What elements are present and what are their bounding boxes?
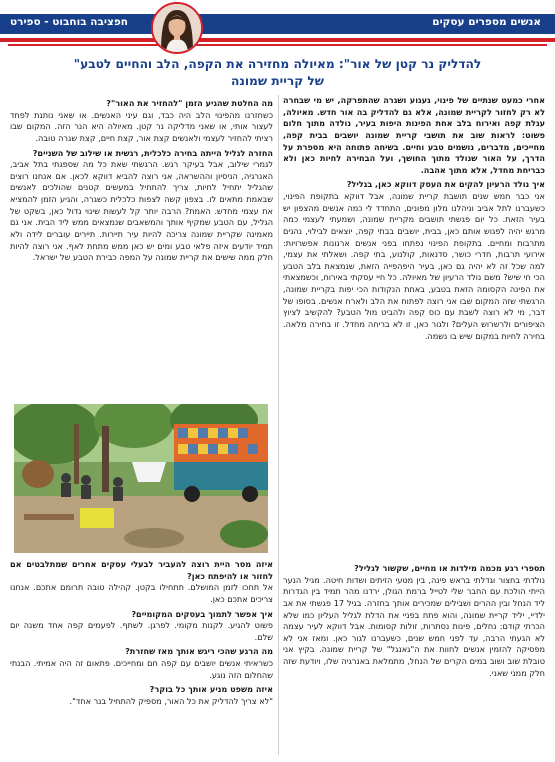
left-column bbox=[10, 95, 273, 264]
question-light: מה החלטת שהגיע הזמן "להחזיר את האור"? bbox=[106, 98, 273, 108]
title-line-1: להדליק נר קטן של אור": מאיולה מחזירה את הקפה, הלב והחיים לטבע" bbox=[73, 57, 482, 71]
answer-choice: לגמרי שילוב, אבל בעיקר רגש. הרגשתי שאת כל מה שספגתי בתל אביב, האנרגיה, הניסיון וההשראה, אני רוצה להביא דווקא לכאן. אם אנחנו רוצים שהגליל יתחיל לחיות, צריך להתחיל במעשים קטנים שהולכים לאנשים שבאמת מתאים לו. בצפון קשה לצפות כלכלית כשגרה, והגיע הזמן להמציא את עצמי מחדש. האמת? הרבה יותר קל לעשות שינוי גדול כאן, בשקט של הגליל, עם הטבע שמקיף אותך והמשאבים שנמצאים ממש ליד הבית. אני גם מאמינה שקריית שמונה צריכה להיות עיר תיירות. תיירים עוברים לידה ולא תמיד יודעים איזה פלאי טבע ומים יש כאן ממש מתחת לאף. אני רוצה להיות חלק ממה שישים את קריית שמונה על המפה כבירת הטבע של ישראל. bbox=[10, 159, 273, 263]
answer-1: אני כבר חמש שנים תושבת קריית שמונה, אבל דווקא בתקופת הפינוי, כשעברנו לתל אביב וניהלנו מלון מפונים, התחדד לי כמה אנשים מהצפון יש בעיר הזאת. כל יום פגשתי תושבים מקריית שמונה, ושמעתי לעצמי כמה מרגש יהיה לפגוש אותם כאן, בבית, יושבים בבתי קפה, יוצאים לבילוי, נהנים מתרבות ומחיים. בתקופת הפינוי נפתחו בפני אנשים ארנונות אפשרויות: אירועי תרבות, חדרי כושר, סדנאות, קולנוע, בתי קפה. ושאלתי את עצמי, למה שכל זה לא יהיה גם כאן, בעיר היפהפייה הזאת, שנמצאת בלב הטבע הכי חי שיש? משם נולד הרעיון של מאיולה. כל חיי עסקתי באירוח, וכשמצאתי את הפינה הקסומה הזאת בטבע, באחת הנקודות הכי יפות בקריית שמונה, הרגשתי שזה המקום שבו אני רוצה לפתוח את הלב ולארח אנשים. בסופו של דבר, מי לא רוצה לשבת עם כוס קפה ולהביט מול הטבע? להקשיב לציוץ הציפורים ולרשרוש העלים? ולגור כאן, זו לא בריחה מחדל. זו בחירה מלאה. בחירה לחיות במקום שיש בו נשמה. bbox=[283, 191, 545, 341]
answer-2: נולדתי בחצור וגדלתי בראש פינה, בין מטעי הזיתים ושדות חיטה. מגיל הנער הייתי הולכת עם החבר שלי לטייל ברמת הגולן, ירדנו מהר תמיד בין הגדרות ליד הנחל ובין ההרים ושבילים שמכירים אותך בחזרה. בגיל 17 פגשתי את אב ילדיי, יליד קריית שמונה, והוא פתח בפניי את הדלת לגליל העליון כמו שלא הכרתי קודם: נחלים, פינות נסתרות, זולות קסומות. אבל דווקא לעיר עצמה לא הגעתי הרבה, עד לפני חמש שנים, כשעברנו לגור כאן. ומאז אני לא מפסיקה להזמין אנשים לחוות את ה"גאנגל" של קריית שמונה. בקיץ אני טובלת שוב ושוב במים הקרים של הנחל, מתמלאת באנרגיה שלו, ויודעת שזה חלק ממני שאני. bbox=[283, 574, 546, 678]
title-line-2: של קריית שמונה bbox=[230, 74, 325, 88]
question-support: איך אפשר לתמוך בעסקים המקומיים? bbox=[131, 608, 273, 619]
answer-motto: "לא צריך להדליק את כל האור, מספיק להתחיל בנר אחד". bbox=[69, 695, 273, 706]
page-header bbox=[0, 0, 555, 48]
answer-moment: כשראיתי אנשים יושבים עם קפה חם ומחייכים. פתאום זה היה אמיתי. הבנתי שהחלום הזה נוגע. bbox=[10, 658, 273, 680]
author-avatar bbox=[151, 2, 203, 54]
question-message: איזה מסר היית רוצה להעביר לבעלי עסקים אחרים שמתלבטים אם לחזור או להיפתח כאן? bbox=[10, 559, 273, 581]
section-name: אנשים מספרים עסקים bbox=[432, 16, 541, 28]
answer-light: כשחזרנו מהפינוי הלב היה כבד, וגם עיני האנשים. או שאני נותנת לפחד לעצור אותי, או שאני מדליקה נר קטן. מאיולה היא הנר הזה. המקום שבו רציתי להחזיר לעצמי ולאנשים קצת אור, קצת חיים, קצת שגרה טובה. bbox=[10, 109, 273, 143]
question-moment: מה הרגע שהכי ריגש אותך מאז שחזרת? bbox=[125, 646, 273, 657]
question-1: איך נולד הרעיון להקים את העסק דווקא כאן, בגליל? bbox=[346, 179, 545, 190]
garden-cafe-photo bbox=[14, 404, 268, 553]
question-motto: איזה משפט מניע אותך כל בוקר? bbox=[149, 684, 273, 695]
column-divider bbox=[278, 95, 279, 755]
article-lead: אחרי כמעט שנתיים של פינוי, געגוע ושגרה שהתפרקה, יש מי שבחרה לא רק לחזור לקריית שמונה, אלא גם להדליק בה אור חדש. מאיולה, עגלת קפה ואירוח בלב אחת הפינות היפות בעיר, נולדה מתוך חלום פשוט: לראות שוב את תושבי קריית שמונה יושבים בבית קפה, מחייכים, מדברים, נושמים טבע וחיים. בשיחה פתוחה היא מספרת על הדרך, על האור שנולד מתוך החושך, ועל הבחירה לחיות כאן ולא כבריחת מחדל, אלא מתוך אהבה. bbox=[283, 95, 545, 175]
left-column-bottom bbox=[10, 556, 273, 708]
author-byline: חפציבה בוחבוט - ספירט bbox=[10, 16, 128, 28]
right-column-bottom bbox=[283, 560, 545, 679]
header-red-rule bbox=[0, 38, 555, 42]
article-title bbox=[14, 56, 541, 90]
header-thin-red-rule bbox=[8, 44, 547, 46]
right-column bbox=[283, 95, 545, 342]
question-2: תספרי רגע מכמה מילדות או מחיים, שקשור לגליל? bbox=[354, 563, 545, 573]
avatar-portrait-icon bbox=[153, 4, 201, 52]
answer-message: אל תחכו לזמן המושלם. תתחילו בקטן. קהילה טובה תרומם אתכם. אנחנו צריכים אתכם כאן. bbox=[10, 582, 273, 604]
cafe-photo-illustration bbox=[14, 404, 268, 553]
question-choice: החזרה לגליל הייתה בחירה כלכלית, רגשית או שילוב של השניים? bbox=[32, 147, 273, 158]
answer-support: פשוט להגיע. לקנות מקומי. לפרגן. לשתף. לפעמים קפה אחד משנה יום שלם. bbox=[10, 620, 273, 642]
